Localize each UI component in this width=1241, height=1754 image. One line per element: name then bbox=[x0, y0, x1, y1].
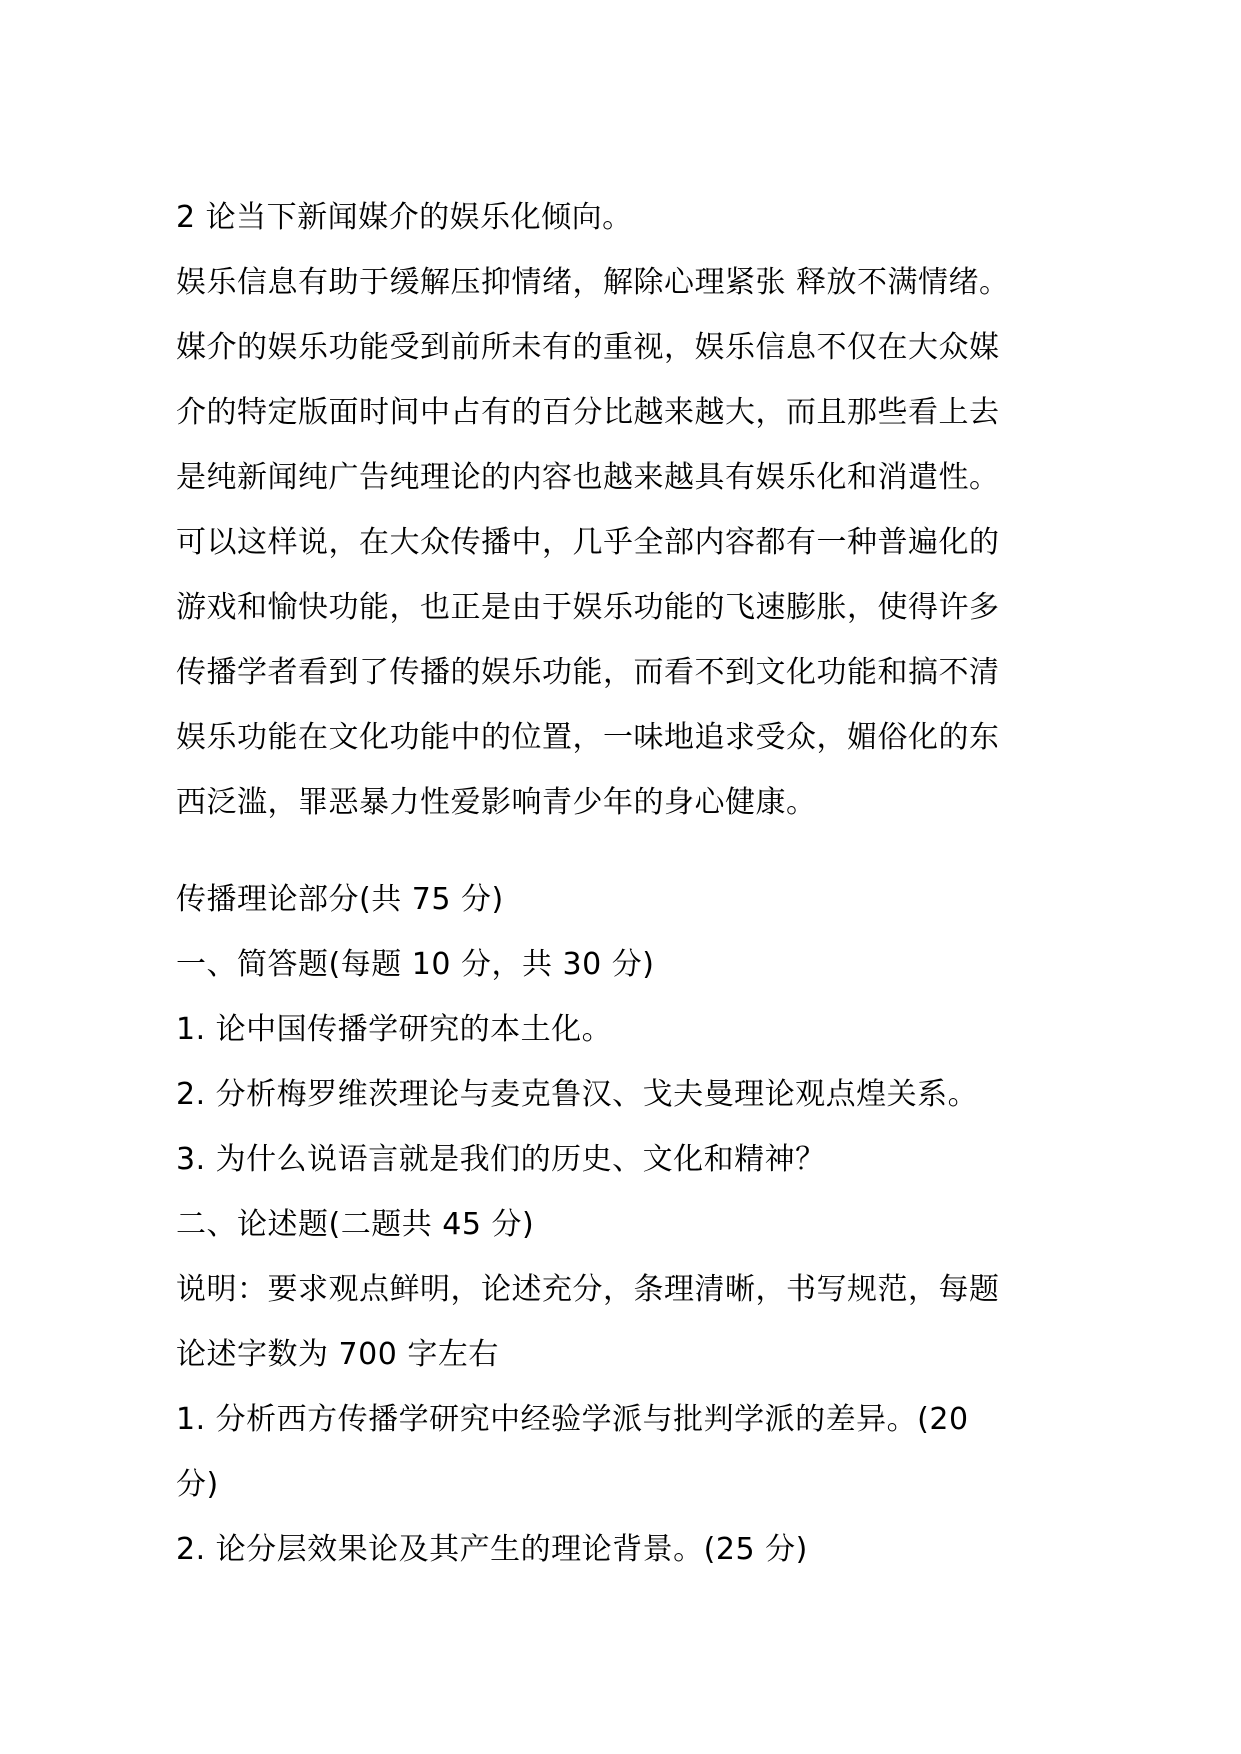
part2-question-1-line: 分) bbox=[176, 1467, 219, 1502]
part2-question-1-line: 1. 分析西方传播学研究中经验学派与批判学派的差异。(20 bbox=[176, 1402, 969, 1437]
essay-body-line: 传播学者看到了传播的娱乐功能，而看不到文化功能和搞不清 bbox=[176, 655, 1000, 690]
section-title: 传播理论部分(共 75 分) bbox=[176, 882, 504, 917]
essay-body-line: 是纯新闻纯广告纯理论的内容也越来越具有娱乐化和消遣性。 bbox=[176, 460, 1000, 495]
part2-question-2: 2. 论分层效果论及其产生的理论背景。(25 分) bbox=[176, 1532, 808, 1567]
essay-body-line: 可以这样说，在大众传播中，几乎全部内容都有一种普遍化的 bbox=[176, 525, 1000, 560]
essay-body-line: 娱乐功能在文化功能中的位置，一味地追求受众，媚俗化的东 bbox=[176, 720, 1000, 755]
essay-body-line: 游戏和愉快功能，也正是由于娱乐功能的飞速膨胀，使得许多 bbox=[176, 590, 1000, 625]
part1-question: 3. 为什么说语言就是我们的历史、文化和精神？ bbox=[176, 1142, 826, 1177]
document-content bbox=[176, 185, 1076, 1582]
part1-title: 一、简答题(每题 10 分，共 30 分) bbox=[176, 947, 655, 982]
essay-body-line: 媒介的娱乐功能受到前所未有的重视，娱乐信息不仅在大众媒 bbox=[176, 330, 1000, 365]
essay-body bbox=[176, 250, 1076, 835]
part1-question: 1. 论中国传播学研究的本土化。 bbox=[176, 1012, 613, 1047]
essay-body-line: 介的特定版面时间中占有的百分比越来越大，而且那些看上去 bbox=[176, 395, 1000, 430]
part2-note-line: 说明：要求观点鲜明，论述充分，条理清晰，书写规范，每题 bbox=[176, 1272, 1000, 1307]
part2-title: 二、论述题(二题共 45 分) bbox=[176, 1207, 535, 1242]
part2-note-line: 论述字数为 700 字左右 bbox=[176, 1337, 499, 1372]
essay-body-line: 西泛滥，罪恶暴力性爱影响青少年的身心健康。 bbox=[176, 785, 817, 820]
essay-heading: 2 论当下新闻媒介的娱乐化倾向。 bbox=[176, 200, 633, 235]
part1-question: 2. 分析梅罗维茨理论与麦克鲁汉、戈夫曼理论观点煌关系。 bbox=[176, 1077, 979, 1112]
essay-body-line: 娱乐信息有助于缓解压抑情绪，解除心理紧张 释放不满情绪。 bbox=[176, 265, 1010, 300]
